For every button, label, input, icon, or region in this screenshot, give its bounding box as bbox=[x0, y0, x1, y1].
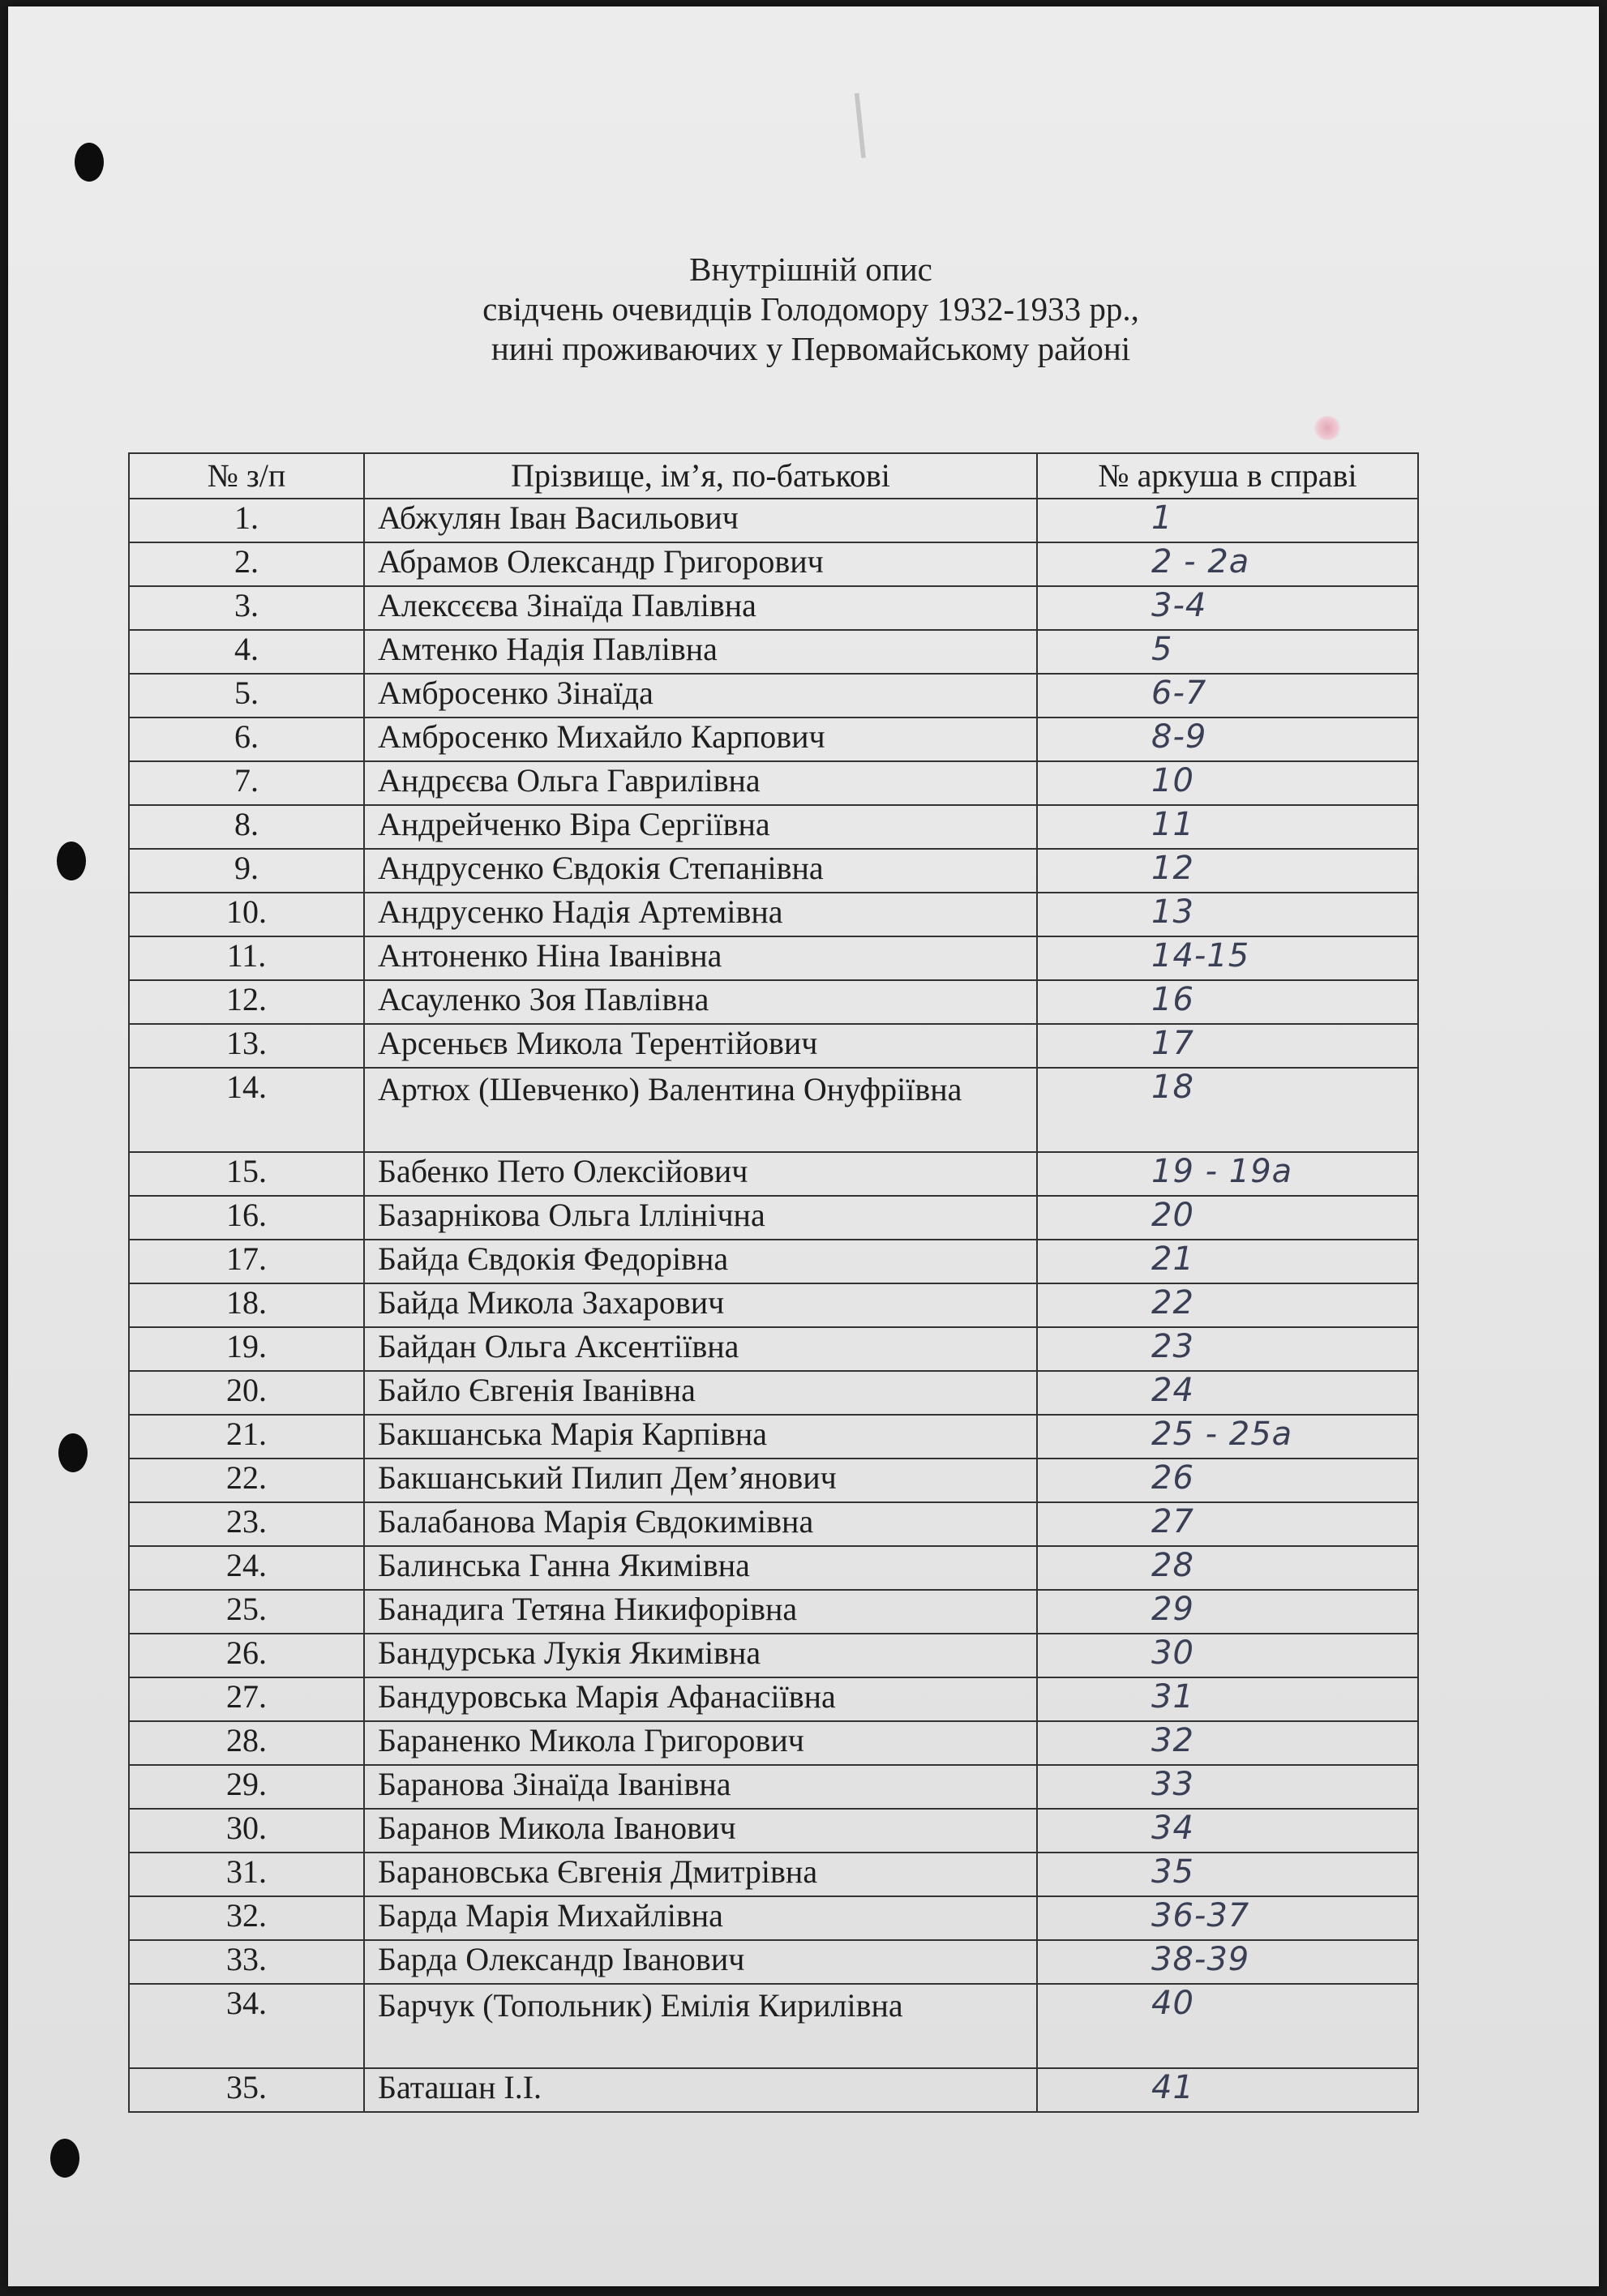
row-number: 12. bbox=[129, 980, 364, 1024]
row-sheet: 34 bbox=[1037, 1809, 1418, 1853]
row-sheet: 28 bbox=[1037, 1546, 1418, 1590]
row-number: 24. bbox=[129, 1546, 364, 1590]
row-number: 13. bbox=[129, 1024, 364, 1068]
table-row bbox=[129, 1765, 1418, 1809]
row-number: 11. bbox=[129, 936, 364, 980]
table-row bbox=[129, 1546, 1418, 1590]
row-sheet: 27 bbox=[1037, 1502, 1418, 1546]
row-name: Балабанова Марія Євдокимівна bbox=[364, 1502, 1037, 1546]
binder-hole bbox=[75, 143, 104, 182]
table-row bbox=[129, 936, 1418, 980]
row-sheet: 6-7 bbox=[1037, 674, 1418, 718]
table-row bbox=[129, 674, 1418, 718]
row-name: Банадига Тетяна Никифорівна bbox=[364, 1590, 1037, 1634]
row-sheet: 38-39 bbox=[1037, 1940, 1418, 1984]
row-number: 30. bbox=[129, 1809, 364, 1853]
row-number: 20. bbox=[129, 1371, 364, 1415]
row-name: Асауленко Зоя Павлівна bbox=[364, 980, 1037, 1024]
row-sheet: 2 - 2а bbox=[1037, 542, 1418, 586]
table-row bbox=[129, 499, 1418, 542]
row-name: Антоненко Ніна Іванівна bbox=[364, 936, 1037, 980]
table-row bbox=[129, 1152, 1418, 1196]
row-name: Барда Олександр Іванович bbox=[364, 1940, 1037, 1984]
row-sheet: 8-9 bbox=[1037, 718, 1418, 761]
table-row bbox=[129, 1896, 1418, 1940]
row-name: Байдан Ольга Аксентіївна bbox=[364, 1327, 1037, 1371]
row-sheet: 16 bbox=[1037, 980, 1418, 1024]
row-number: 4. bbox=[129, 630, 364, 674]
binder-hole bbox=[58, 1433, 88, 1472]
binder-hole bbox=[57, 842, 86, 880]
row-sheet: 13 bbox=[1037, 893, 1418, 936]
title-line-2: свідчень очевидців Голодомору 1932-1933 рр., bbox=[482, 290, 1139, 328]
row-number: 21. bbox=[129, 1415, 364, 1459]
row-number: 28. bbox=[129, 1721, 364, 1765]
row-sheet: 1 bbox=[1037, 499, 1418, 542]
row-name: Амбросенко Зінаїда bbox=[364, 674, 1037, 718]
row-number: 18. bbox=[129, 1283, 364, 1327]
row-sheet: 40 bbox=[1037, 1984, 1418, 2068]
row-number: 35. bbox=[129, 2068, 364, 2112]
row-sheet: 21 bbox=[1037, 1240, 1418, 1283]
table-row bbox=[129, 1984, 1418, 2068]
row-sheet: 12 bbox=[1037, 849, 1418, 893]
row-number: 1. bbox=[129, 499, 364, 542]
row-number: 15. bbox=[129, 1152, 364, 1196]
table-row bbox=[129, 630, 1418, 674]
table-row bbox=[129, 1283, 1418, 1327]
row-name: Байда Микола Захарович bbox=[364, 1283, 1037, 1327]
row-number: 29. bbox=[129, 1765, 364, 1809]
row-number: 2. bbox=[129, 542, 364, 586]
table-row bbox=[129, 1196, 1418, 1240]
header-number: № з/п bbox=[129, 453, 364, 499]
row-name: Байда Євдокія Федорівна bbox=[364, 1240, 1037, 1283]
row-name: Базарнікова Ольга Іллінічна bbox=[364, 1196, 1037, 1240]
document-page bbox=[8, 6, 1599, 2286]
row-sheet: 31 bbox=[1037, 1677, 1418, 1721]
table-row bbox=[129, 1502, 1418, 1546]
row-name: Бараненко Микола Григорович bbox=[364, 1721, 1037, 1765]
row-name: Абжулян Іван Васильович bbox=[364, 499, 1037, 542]
row-number: 14. bbox=[129, 1068, 364, 1152]
header-name: Прізвище, ім’я, по-батькові bbox=[364, 453, 1037, 499]
table-row bbox=[129, 1634, 1418, 1677]
table-row bbox=[129, 1415, 1418, 1459]
table-row bbox=[129, 542, 1418, 586]
row-name: Артюх (Шевченко) Валентина Онуфріївна bbox=[364, 1068, 1037, 1152]
row-number: 23. bbox=[129, 1502, 364, 1546]
row-name: Бабенко Пето Олексійович bbox=[364, 1152, 1037, 1196]
row-number: 27. bbox=[129, 1677, 364, 1721]
row-number: 3. bbox=[129, 586, 364, 630]
binder-hole bbox=[50, 2139, 79, 2178]
title-line-1: Внутрішній опис bbox=[689, 251, 932, 288]
row-name: Андрусенко Надія Артемівна bbox=[364, 893, 1037, 936]
table-row bbox=[129, 980, 1418, 1024]
row-number: 31. bbox=[129, 1853, 364, 1896]
row-name: Барда Марія Михайлівна bbox=[364, 1896, 1037, 1940]
row-number: 8. bbox=[129, 805, 364, 849]
table-row bbox=[129, 718, 1418, 761]
row-name: Андрейченко Віра Сергіївна bbox=[364, 805, 1037, 849]
table-row bbox=[129, 1024, 1418, 1068]
table-row bbox=[129, 761, 1418, 805]
table-row bbox=[129, 1853, 1418, 1896]
row-name: Бандурська Лукія Якимівна bbox=[364, 1634, 1037, 1677]
witness-table bbox=[128, 452, 1419, 2113]
table-row bbox=[129, 1068, 1418, 1152]
document-title bbox=[349, 250, 1273, 369]
row-sheet: 30 bbox=[1037, 1634, 1418, 1677]
table-row bbox=[129, 1590, 1418, 1634]
row-number: 22. bbox=[129, 1459, 364, 1502]
row-name: Баранова Зінаїда Іванівна bbox=[364, 1765, 1037, 1809]
table-row bbox=[129, 1371, 1418, 1415]
row-sheet: 20 bbox=[1037, 1196, 1418, 1240]
row-sheet: 32 bbox=[1037, 1721, 1418, 1765]
row-name: Амбросенко Михайло Карпович bbox=[364, 718, 1037, 761]
row-number: 32. bbox=[129, 1896, 364, 1940]
table-row bbox=[129, 805, 1418, 849]
row-number: 33. bbox=[129, 1940, 364, 1984]
table-row bbox=[129, 1809, 1418, 1853]
row-sheet: 26 bbox=[1037, 1459, 1418, 1502]
row-sheet: 10 bbox=[1037, 761, 1418, 805]
row-name: Андрєєва Ольга Гаврилівна bbox=[364, 761, 1037, 805]
row-sheet: 22 bbox=[1037, 1283, 1418, 1327]
row-sheet: 3-4 bbox=[1037, 586, 1418, 630]
title-line-3: нині проживаючих у Первомайському районі bbox=[491, 330, 1131, 367]
table-row bbox=[129, 586, 1418, 630]
row-number: 17. bbox=[129, 1240, 364, 1283]
row-name: Арсеньєв Микола Терентійович bbox=[364, 1024, 1037, 1068]
row-name: Байло Євгенія Іванівна bbox=[364, 1371, 1037, 1415]
table-row bbox=[129, 1240, 1418, 1283]
row-name: Бакшанська Марія Карпівна bbox=[364, 1415, 1037, 1459]
row-sheet: 23 bbox=[1037, 1327, 1418, 1371]
table-row bbox=[129, 1940, 1418, 1984]
row-number: 10. bbox=[129, 893, 364, 936]
row-sheet: 5 bbox=[1037, 630, 1418, 674]
header-sheet: № аркуша в справі bbox=[1037, 453, 1418, 499]
row-name: Алексєєва Зінаїда Павлівна bbox=[364, 586, 1037, 630]
row-sheet: 35 bbox=[1037, 1853, 1418, 1896]
table-row bbox=[129, 1721, 1418, 1765]
row-sheet: 29 bbox=[1037, 1590, 1418, 1634]
row-name: Бакшанський Пилип Дем’янович bbox=[364, 1459, 1037, 1502]
row-sheet: 19 - 19а bbox=[1037, 1152, 1418, 1196]
table-header-row bbox=[129, 453, 1418, 499]
row-sheet: 41 bbox=[1037, 2068, 1418, 2112]
row-name: Амтенко Надія Павлівна bbox=[364, 630, 1037, 674]
table-row bbox=[129, 1459, 1418, 1502]
row-sheet: 36-37 bbox=[1037, 1896, 1418, 1940]
row-name: Барановська Євгенія Дмитрівна bbox=[364, 1853, 1037, 1896]
row-number: 9. bbox=[129, 849, 364, 893]
row-number: 6. bbox=[129, 718, 364, 761]
row-sheet: 33 bbox=[1037, 1765, 1418, 1809]
table-row bbox=[129, 2068, 1418, 2112]
row-number: 19. bbox=[129, 1327, 364, 1371]
row-number: 26. bbox=[129, 1634, 364, 1677]
row-number: 16. bbox=[129, 1196, 364, 1240]
table-row bbox=[129, 1677, 1418, 1721]
row-name: Абрамов Олександр Григорович bbox=[364, 542, 1037, 586]
row-sheet: 25 - 25а bbox=[1037, 1415, 1418, 1459]
row-number: 5. bbox=[129, 674, 364, 718]
row-name: Баташан І.І. bbox=[364, 2068, 1037, 2112]
row-name: Барчук (Топольник) Емілія Кирилівна bbox=[364, 1984, 1037, 2068]
row-name: Бандуровська Марія Афанасіївна bbox=[364, 1677, 1037, 1721]
row-number: 7. bbox=[129, 761, 364, 805]
row-sheet: 24 bbox=[1037, 1371, 1418, 1415]
row-sheet: 17 bbox=[1037, 1024, 1418, 1068]
row-number: 25. bbox=[129, 1590, 364, 1634]
row-name: Балинська Ганна Якимівна bbox=[364, 1546, 1037, 1590]
table-row bbox=[129, 1327, 1418, 1371]
table-row bbox=[129, 893, 1418, 936]
row-name: Баранов Микола Іванович bbox=[364, 1809, 1037, 1853]
row-sheet: 18 bbox=[1037, 1068, 1418, 1152]
row-sheet: 11 bbox=[1037, 805, 1418, 849]
ink-stain bbox=[1313, 416, 1341, 440]
row-name: Андрусенко Євдокія Степанівна bbox=[364, 849, 1037, 893]
row-number: 34. bbox=[129, 1984, 364, 2068]
page-mark: I bbox=[842, 74, 880, 181]
table-row bbox=[129, 849, 1418, 893]
row-sheet: 14-15 bbox=[1037, 936, 1418, 980]
